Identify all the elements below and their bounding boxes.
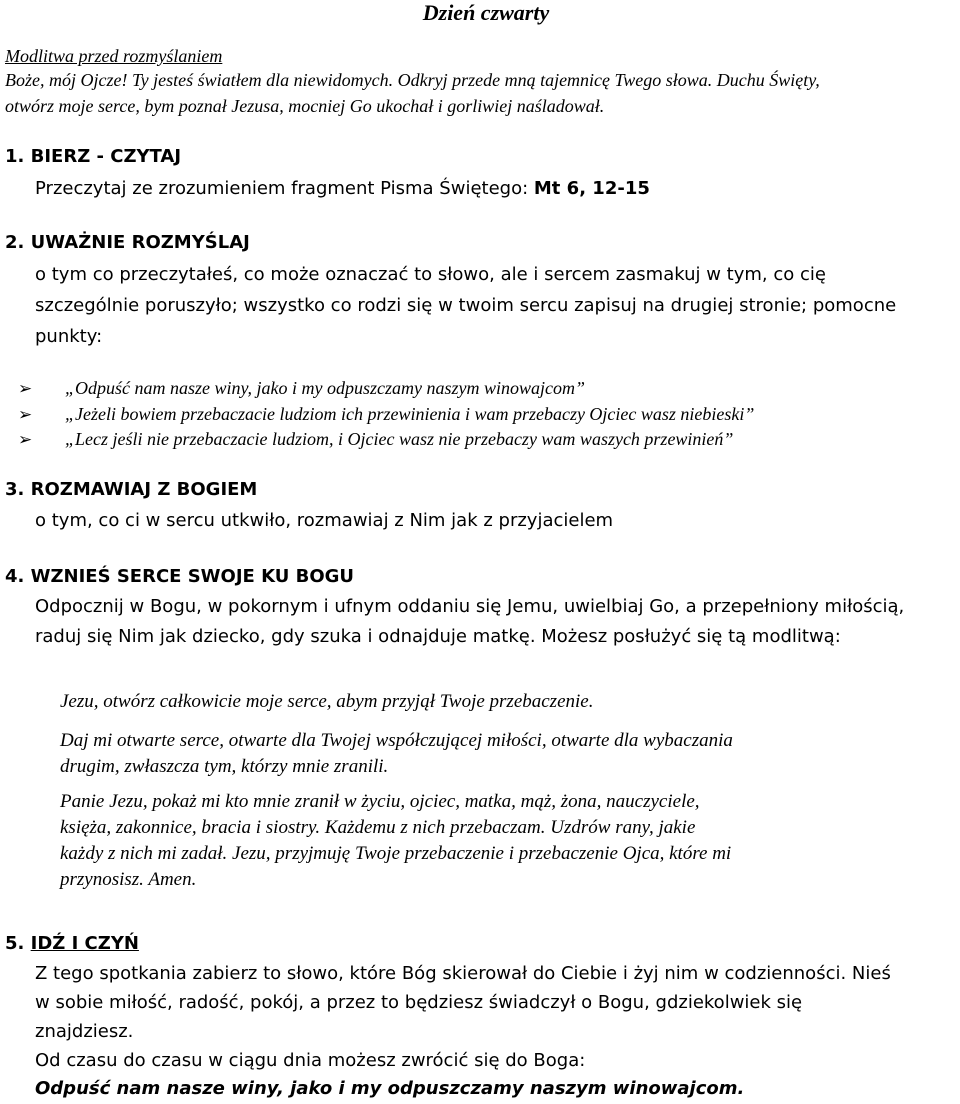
- bullet-text: „Jeżeli bowiem przebaczacie ludziom ich przewinienia i wam przebaczy Ojciec wasz niebieski”: [65, 404, 755, 424]
- step1-instruction: Przeczytaj ze zrozumieniem fragment Pisma Świętego:: [35, 178, 534, 199]
- step2-heading: 2. UWAŻNIE ROZMYŚLAJ: [5, 232, 250, 253]
- bullet-item-2: [18, 404, 754, 425]
- prayer-text-line-6: każdy z nich mi zadał. Jezu, przyjmuję Twoje przebaczenie i przebaczenie Ojca, które mi: [60, 843, 732, 864]
- prayer-text-line-2: Daj mi otwarte serce, otwarte dla Twojej współczującej miłości, otwarte dla wybaczania: [60, 730, 733, 751]
- step1-reference: Mt 6, 12-15: [533, 178, 650, 199]
- prayer-line-1: Boże, mój Ojcze! Ty jesteś światłem dla niewidomych. Odkryj przede mną tajemnicę Twego słowa. Duchu Święty,: [5, 70, 820, 90]
- closing-prayer: Odpuść nam nasze winy, jako i my odpuszczamy naszym winowajcom.: [35, 1078, 745, 1099]
- prayer-text-line-1: Jezu, otwórz całkowicie moje serce, abym przyjął Twoje przebaczenie.: [60, 691, 594, 712]
- arrowhead-bullet-icon: ➢: [18, 379, 33, 399]
- prayer-text-line-4: Panie Jezu, pokaż mi kto mnie zranił w życiu, ojciec, matka, mąż, żona, nauczyciele,: [60, 791, 700, 812]
- step5-heading: [5, 933, 139, 954]
- prayer-text-line-5: księża, zakonnice, bracia i siostry. Każdemu z nich przebaczam. Uzdrów rany, jakie: [60, 817, 696, 838]
- arrowhead-bullet-icon: ➢: [18, 430, 33, 450]
- step3-text: o tym, co ci w sercu utkwiło, rozmawiaj z Nim jak z przyjacielem: [35, 510, 614, 531]
- step5-line-4: Od czasu do czasu w ciągu dnia możesz zwrócić się do Boga:: [35, 1050, 586, 1071]
- step2-line-1: o tym co przeczytałeś, co może oznaczać to słowo, ale i sercem zasmakuj w tym, co cię: [35, 264, 826, 285]
- step5-line-2: w sobie miłość, radość, pokój, a przez to będziesz świadczył o Bogu, gdziekolwiek się: [35, 992, 803, 1013]
- step2-line-3: punkty:: [35, 326, 103, 347]
- prayer-text-line-3: drugim, zwłaszcza tym, którzy mnie zranili.: [60, 756, 389, 777]
- bullet-text: „Lecz jeśli nie przebaczacie ludziom, i Ojciec wasz nie przebaczy wam waszych przewinień”: [65, 429, 734, 449]
- step1-text: [35, 178, 650, 199]
- prayer-label: Modlitwa przed rozmyślaniem: [5, 46, 223, 66]
- bullet-text: „Odpuść nam nasze winy, jako i my odpuszczamy naszym winowajcom”: [65, 378, 585, 398]
- bullet-item-3: [18, 429, 733, 450]
- prayer-line-2: otwórz moje serce, bym poznał Jezusa, mocniej Go ukochał i gorliwiej naśladował.: [5, 96, 605, 116]
- step5-line-3: znajdziesz.: [35, 1021, 134, 1042]
- step5-line-1: Z tego spotkania zabierz to słowo, które Bóg skierował do Ciebie i żyj nim w codzienności. Nieś: [35, 963, 891, 984]
- prayer-text-line-7: przynosisz. Amen.: [60, 869, 197, 890]
- step4-heading: 4. WZNIEŚ SERCE SWOJE KU BOGU: [5, 566, 355, 587]
- step4-line-2: raduj się Nim jak dziecko, gdy szuka i odnajduje matkę. Możesz posłużyć się tą modlitwą:: [35, 626, 841, 647]
- step2-line-2: szczególnie poruszyło; wszystko co rodzi się w twoim sercu zapisuj na drugiej stronie; pomocne: [35, 295, 897, 316]
- arrowhead-bullet-icon: ➢: [18, 405, 33, 425]
- step3-heading: 3. ROZMAWIAJ Z BOGIEM: [5, 479, 258, 500]
- page-title: Dzień czwarty: [422, 0, 550, 25]
- step1-heading: 1. BIERZ - CZYTAJ: [5, 146, 182, 167]
- step5-title: IDŹ I CZYŃ: [30, 933, 139, 954]
- step4-line-1: Odpocznij w Bogu, w pokornym i ufnym oddaniu się Jemu, uwielbiaj Go, a przepełniony miłością,: [35, 596, 905, 617]
- step5-number: 5.: [5, 933, 31, 954]
- bullet-item-1: [18, 378, 585, 399]
